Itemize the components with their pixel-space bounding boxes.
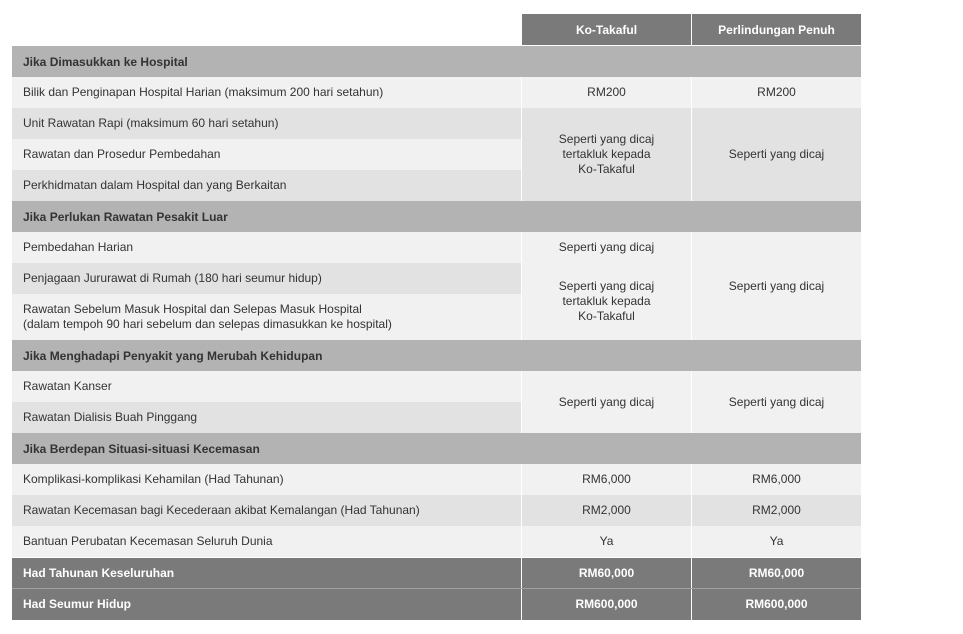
section-header-outpatient: Jika Perlukan Rawatan Pesakit Luar — [12, 201, 861, 232]
cell-room-ko-takaful: RM200 — [522, 77, 691, 108]
column-header-ko-takaful: Ko-Takaful — [522, 14, 691, 45]
row-label-worldwide-assistance: Bantuan Perubatan Kecemasan Seluruh Dunia — [12, 526, 521, 557]
row-label-surgery: Rawatan dan Prosedur Pembedahan — [12, 139, 521, 170]
cell-merged-critical-perlindungan-penuh: Seperti yang dicaj — [692, 371, 861, 433]
total-lifetime-perlindungan-penuh: RM600,000 — [692, 589, 861, 620]
total-lifetime-ko-takaful: RM600,000 — [522, 589, 691, 620]
row-label-day-surgery: Pembedahan Harian — [12, 232, 521, 263]
cell-worldwide-perlindungan-penuh: Ya — [692, 526, 861, 557]
cell-merged-hospital-perlindungan-penuh: Seperti yang dicaj — [692, 108, 861, 201]
total-label-annual-limit: Had Tahunan Keseluruhan — [12, 558, 521, 589]
cell-day-surgery-ko-takaful: Seperti yang dicaj — [522, 232, 691, 263]
cell-room-perlindungan-penuh: RM200 — [692, 77, 861, 108]
cell-worldwide-ko-takaful: Ya — [522, 526, 691, 557]
cell-pregnancy-perlindungan-penuh: RM6,000 — [692, 464, 861, 495]
total-row-divider — [12, 588, 861, 589]
total-annual-perlindungan-penuh: RM60,000 — [692, 558, 861, 589]
row-label-hospital-services: Perkhidmatan dalam Hospital dan yang Berkaitan — [12, 170, 521, 201]
row-label-pre-post-hospital: Rawatan Sebelum Masuk Hospital dan Selepas Masuk Hospital (dalam tempoh 90 hari sebelum dan selepas dimasukkan ke hospital) — [12, 294, 521, 340]
total-label-lifetime-limit: Had Seumur Hidup — [12, 589, 521, 620]
cell-merged-hospital-ko-takaful: Seperti yang dicaj tertakluk kepada Ko-Takaful — [522, 108, 691, 201]
cell-merged-outpatient-ko-takaful: Seperti yang dicaj tertakluk kepada Ko-Takaful — [522, 263, 691, 340]
cell-merged-outpatient-perlindungan-penuh: Seperti yang dicaj — [692, 232, 861, 340]
section-header-critical-illness: Jika Menghadapi Penyakit yang Merubah Kehidupan — [12, 340, 861, 371]
row-label-home-nursing: Penjagaan Jururawat di Rumah (180 hari seumur hidup) — [12, 263, 521, 294]
row-label-accident-emergency: Rawatan Kecemasan bagi Kecederaan akibat Kemalangan (Had Tahunan) — [12, 495, 521, 526]
total-annual-ko-takaful: RM60,000 — [522, 558, 691, 589]
row-label-dialysis: Rawatan Dialisis Buah Pinggang — [12, 402, 521, 433]
section-header-hospital: Jika Dimasukkan ke Hospital — [12, 46, 861, 77]
row-label-cancer: Rawatan Kanser — [12, 371, 521, 402]
cell-pregnancy-ko-takaful: RM6,000 — [522, 464, 691, 495]
column-header-perlindungan-penuh: Perlindungan Penuh — [692, 14, 861, 45]
row-label-room: Bilik dan Penginapan Hospital Harian (maksimum 200 hari setahun) — [12, 77, 521, 108]
section-header-emergency: Jika Berdepan Situasi-situasi Kecemasan — [12, 433, 861, 464]
row-label-icu: Unit Rawatan Rapi (maksimum 60 hari setahun) — [12, 108, 521, 139]
cell-merged-critical-ko-takaful: Seperti yang dicaj — [522, 371, 691, 433]
cell-accident-ko-takaful: RM2,000 — [522, 495, 691, 526]
row-label-pregnancy: Komplikasi-komplikasi Kehamilan (Had Tahunan) — [12, 464, 521, 495]
cell-accident-perlindungan-penuh: RM2,000 — [692, 495, 861, 526]
